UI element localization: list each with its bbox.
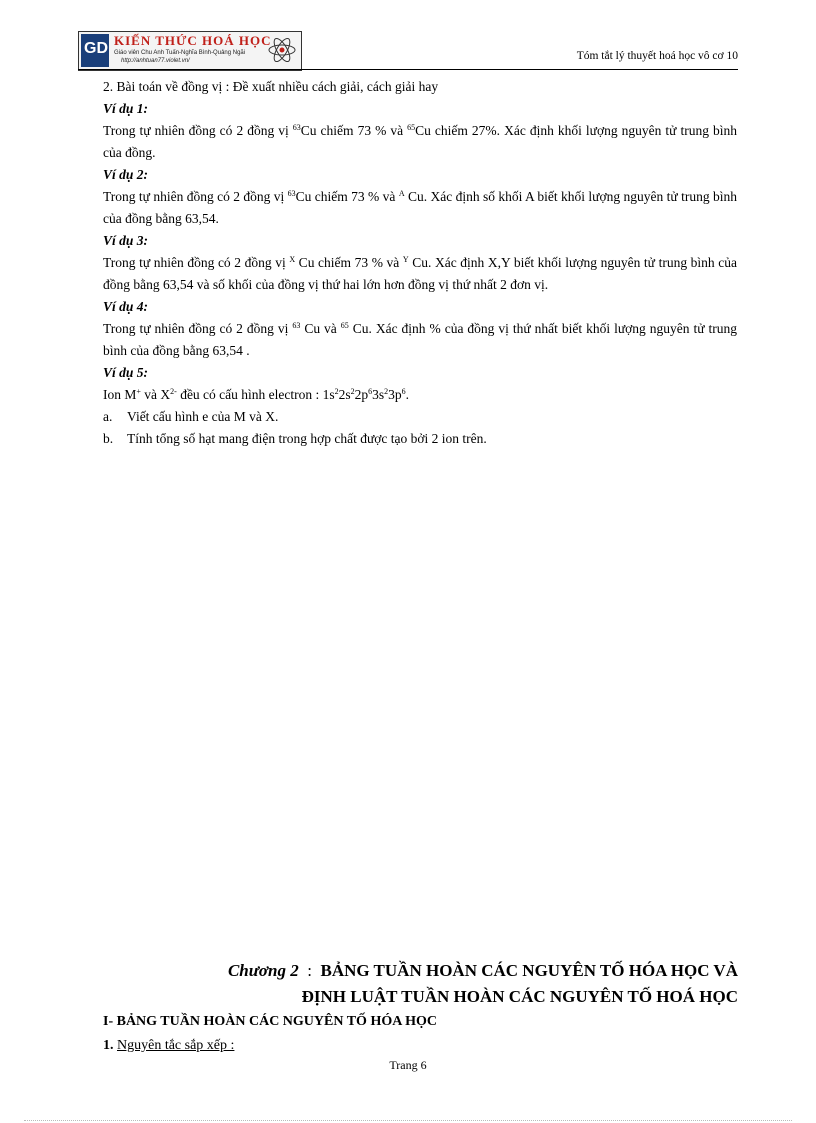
chapter-heading: Chương 2 : BẢNG TUẦN HOÀN CÁC NGUYÊN TỐ HÓA HỌC VÀ ĐỊNH LUẬT TUẦN HOÀN CÁC NGUYÊN TỐ HOÁ HỌC — [100, 958, 738, 1010]
example-3 — [103, 230, 737, 296]
section-2-heading: 2. Bài toán về đồng vị : Đề xuất nhiều cách giải, cách giải hay — [103, 79, 439, 94]
example-text: Trong tự nhiên đồng có 2 đồng vị $^{63}$ Cu và $^{65}$ Cu. Xác định % của đồng vị thứ nhất biết khối lượng nguyên tử trung bình của đồng bằng 63,54 . — [103, 321, 737, 358]
page-bottom-rule — [24, 1120, 792, 1121]
example-text: Trong tự nhiên đồng có 2 đồng vị $^X$ Cu chiếm 73 % và $^Y$ Cu. Xác định X,Y biết khối lượng nguyên tử trung bình của đồng bằng 63,54 và số khối của đồng vị thứ hai lớn hơn đồng vị thứ nhất 2 đơn vị. — [103, 255, 737, 292]
example-title: Ví dụ 3: — [103, 233, 149, 248]
subsection-heading: 1. Nguyên tắc sắp xếp : — [103, 1038, 235, 1053]
atom-icon — [267, 35, 297, 65]
doc-title: Tóm tắt lý thuyết hoá học vô cơ 10 — [576, 50, 738, 62]
chapter-title-line2: ĐỊNH LUẬT TUẦN HOÀN CÁC NGUYÊN TỐ HOÁ HỌC — [301, 987, 738, 1006]
example-text: Trong tự nhiên đồng có 2 đồng vị $^{63}$Cu chiếm 73 % và $^{65}$Cu chiếm 27%. Xác định khối lượng nguyên tử trung bình của đồng. — [103, 123, 738, 160]
page-number: Trang 6 — [389, 1058, 427, 1072]
logo-url: http://anhtuan77.violet.vn/ — [121, 58, 190, 64]
chapter-label: Chương 2 — [227, 961, 299, 980]
logo-mark: GD — [81, 34, 109, 67]
example-title: Ví dụ 5: — [103, 365, 149, 380]
header-rule — [78, 69, 738, 70]
example-title: Ví dụ 2: — [103, 167, 149, 182]
chapter-title-line1: BẢNG TUẦN HOÀN CÁC NGUYÊN TỐ HÓA HỌC VÀ — [320, 961, 738, 980]
example-text: Ion M+ và $X^{2-}$ đều có cấu hình electron : $1s^22s^22p^63s^23p^6$. — [103, 387, 410, 402]
example-text: Trong tự nhiên đồng có 2 đồng vị $^{63}$Cu chiếm 73 % và $^A$ Cu. Xác định số khối A biết khối lượng nguyên tử trung bình của đồng bằng 63,54. — [103, 189, 737, 226]
example-title: Ví dụ 4: — [103, 299, 149, 314]
example-title: Ví dụ 1: — [103, 101, 149, 116]
logo-subtitle: Giáo viên Chu Anh Tuấn-Nghĩa Bình-Quảng Ngãi — [114, 50, 246, 56]
example-5 — [103, 362, 737, 450]
header-logo — [78, 31, 302, 71]
example-4 — [103, 296, 737, 362]
logo-title: KIẾN THỨC HOÁ HỌC — [114, 33, 272, 48]
section-heading: I- BẢNG TUẦN HOÀN CÁC NGUYÊN TỐ HÓA HỌC — [103, 1014, 437, 1029]
example-1 — [103, 98, 737, 164]
example-2 — [103, 164, 737, 230]
list-item: b. Tính tổng số hạt mang điện trong hợp chất được tạo bởi 2 ion trên. — [103, 431, 487, 446]
list-item: a. Viết cấu hình e của M và X. — [103, 409, 279, 424]
main-content — [103, 76, 737, 450]
